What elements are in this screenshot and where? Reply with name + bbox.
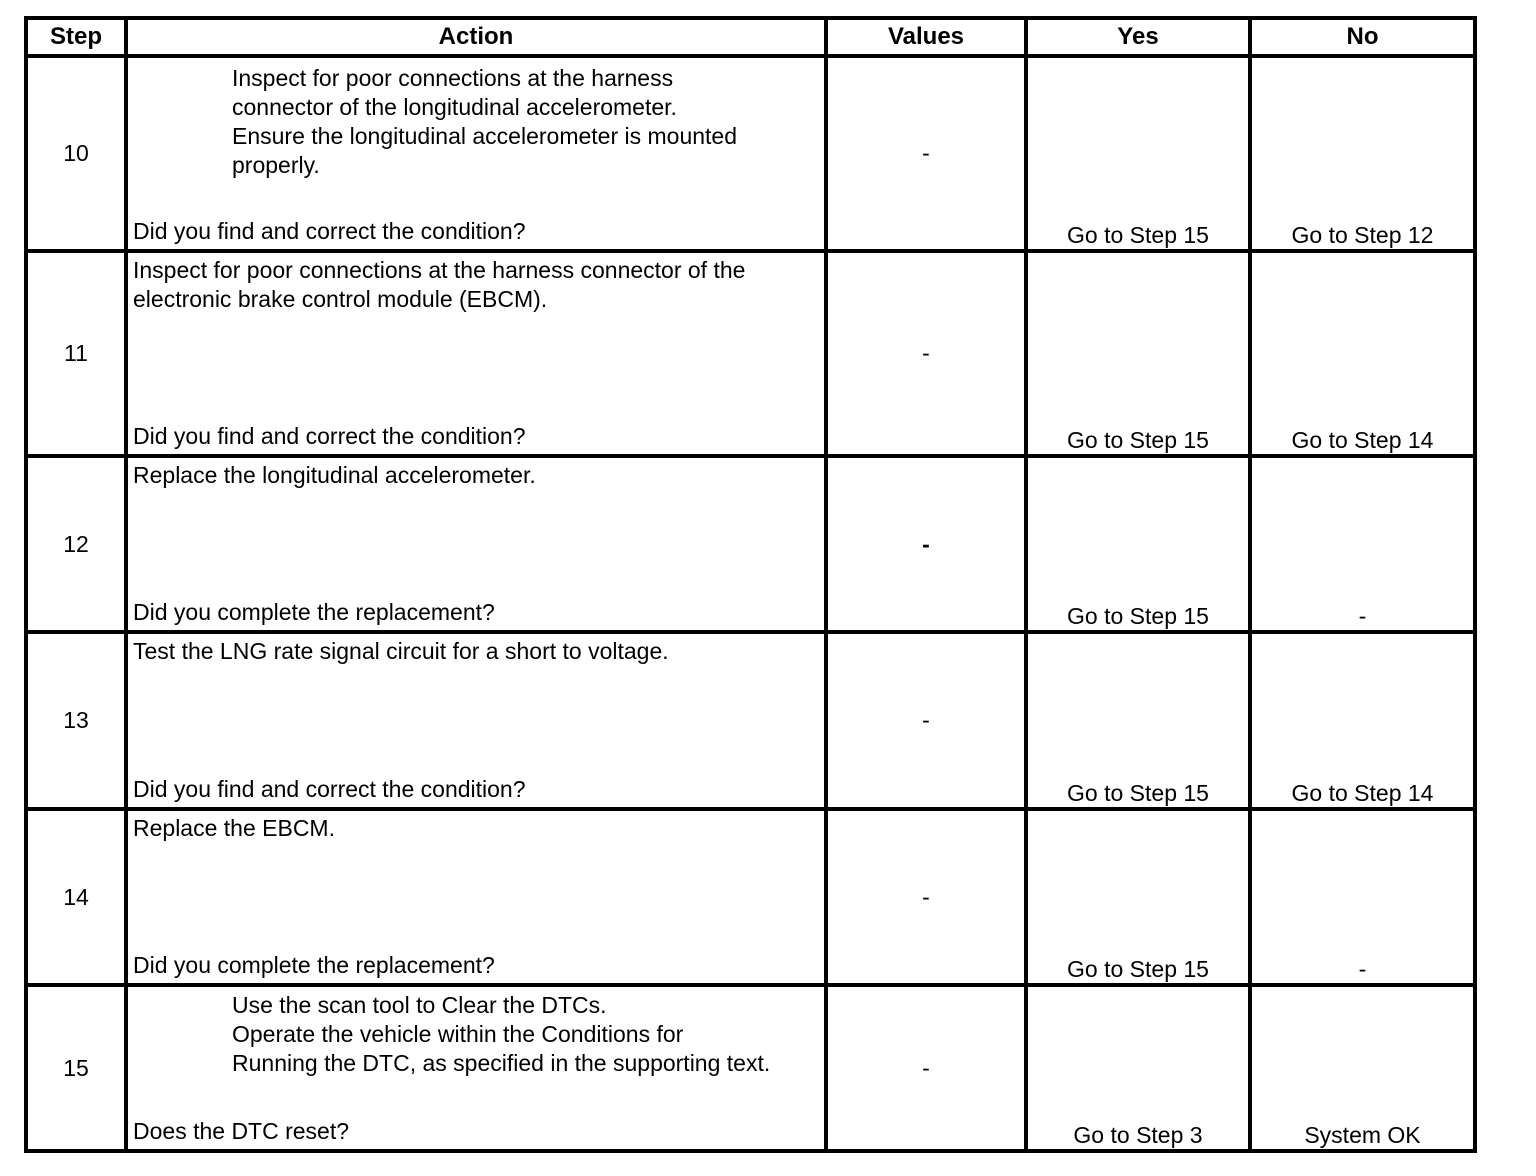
action-steps — [128, 58, 824, 180]
action-line: Inspect for poor connections at the harness — [232, 65, 674, 91]
action-line: Replace the longitudinal accelerometer. — [133, 462, 536, 488]
action-line: electronic brake control module (EBCM). — [133, 286, 548, 312]
action-cell — [126, 251, 826, 456]
table-row — [26, 632, 1475, 809]
step-number: 11 — [26, 251, 126, 456]
action-cell — [126, 809, 826, 985]
step-number: 15 — [26, 985, 126, 1151]
table-row — [26, 809, 1475, 985]
header-yes: Yes — [1026, 18, 1250, 56]
action-line: Running the DTC, as specified in the supporting text. — [232, 1050, 771, 1076]
values-cell: - — [826, 251, 1026, 456]
no-cell: Go to Step 14 — [1250, 632, 1475, 809]
action-line: Inspect for poor connections at the harness connector of the — [133, 257, 746, 283]
no-cell: System OK — [1250, 985, 1475, 1151]
action-steps — [128, 811, 824, 843]
action-line: properly. — [232, 152, 320, 178]
header-row — [26, 18, 1475, 56]
values-cell: - — [826, 456, 1026, 632]
header-no: No — [1250, 18, 1475, 56]
action-cell — [126, 985, 826, 1151]
action-line: connector of the longitudinal accelerometer. — [232, 94, 677, 120]
action-line: Use the scan tool to Clear the DTCs. — [232, 992, 607, 1018]
no-cell: - — [1250, 456, 1475, 632]
action-question: Did you find and correct the condition? — [133, 423, 526, 449]
table-row — [26, 56, 1475, 251]
header-action: Action — [126, 18, 826, 56]
step-number: 12 — [26, 456, 126, 632]
diagnostic-table — [24, 16, 1477, 1153]
step-number: 13 — [26, 632, 126, 809]
values-cell: - — [826, 809, 1026, 985]
no-cell: - — [1250, 809, 1475, 985]
action-steps — [128, 253, 824, 314]
action-question: Did you find and correct the condition? — [133, 776, 526, 802]
action-line: Ensure the longitudinal accelerometer is mounted — [232, 123, 738, 149]
values-cell: - — [826, 632, 1026, 809]
action-question: Did you find and correct the condition? — [133, 218, 526, 244]
table-row — [26, 985, 1475, 1151]
no-cell: Go to Step 14 — [1250, 251, 1475, 456]
yes-cell: Go to Step 15 — [1026, 251, 1250, 456]
header-values: Values — [826, 18, 1026, 56]
action-cell — [126, 56, 826, 251]
action-steps — [128, 634, 824, 666]
values-cell: - — [826, 985, 1026, 1151]
header-step: Step — [26, 18, 126, 56]
no-cell: Go to Step 12 — [1250, 56, 1475, 251]
action-line: Test the LNG rate signal circuit for a short to voltage. — [133, 638, 669, 664]
step-number: 10 — [26, 56, 126, 251]
yes-cell: Go to Step 3 — [1026, 985, 1250, 1151]
table-row — [26, 251, 1475, 456]
yes-cell: Go to Step 15 — [1026, 456, 1250, 632]
action-cell — [126, 632, 826, 809]
action-question: Did you complete the replacement? — [133, 952, 495, 978]
action-cell — [126, 456, 826, 632]
yes-cell: Go to Step 15 — [1026, 809, 1250, 985]
values-cell: - — [826, 56, 1026, 251]
action-question: Did you complete the replacement? — [133, 599, 495, 625]
yes-cell: Go to Step 15 — [1026, 632, 1250, 809]
action-line: Replace the EBCM. — [133, 815, 335, 841]
step-number: 14 — [26, 809, 126, 985]
action-line: Operate the vehicle within the Conditions for — [232, 1021, 684, 1047]
table-row — [26, 456, 1475, 632]
action-question: Does the DTC reset? — [133, 1118, 350, 1144]
yes-cell: Go to Step 15 — [1026, 56, 1250, 251]
action-steps — [128, 987, 824, 1078]
action-steps — [128, 458, 824, 490]
